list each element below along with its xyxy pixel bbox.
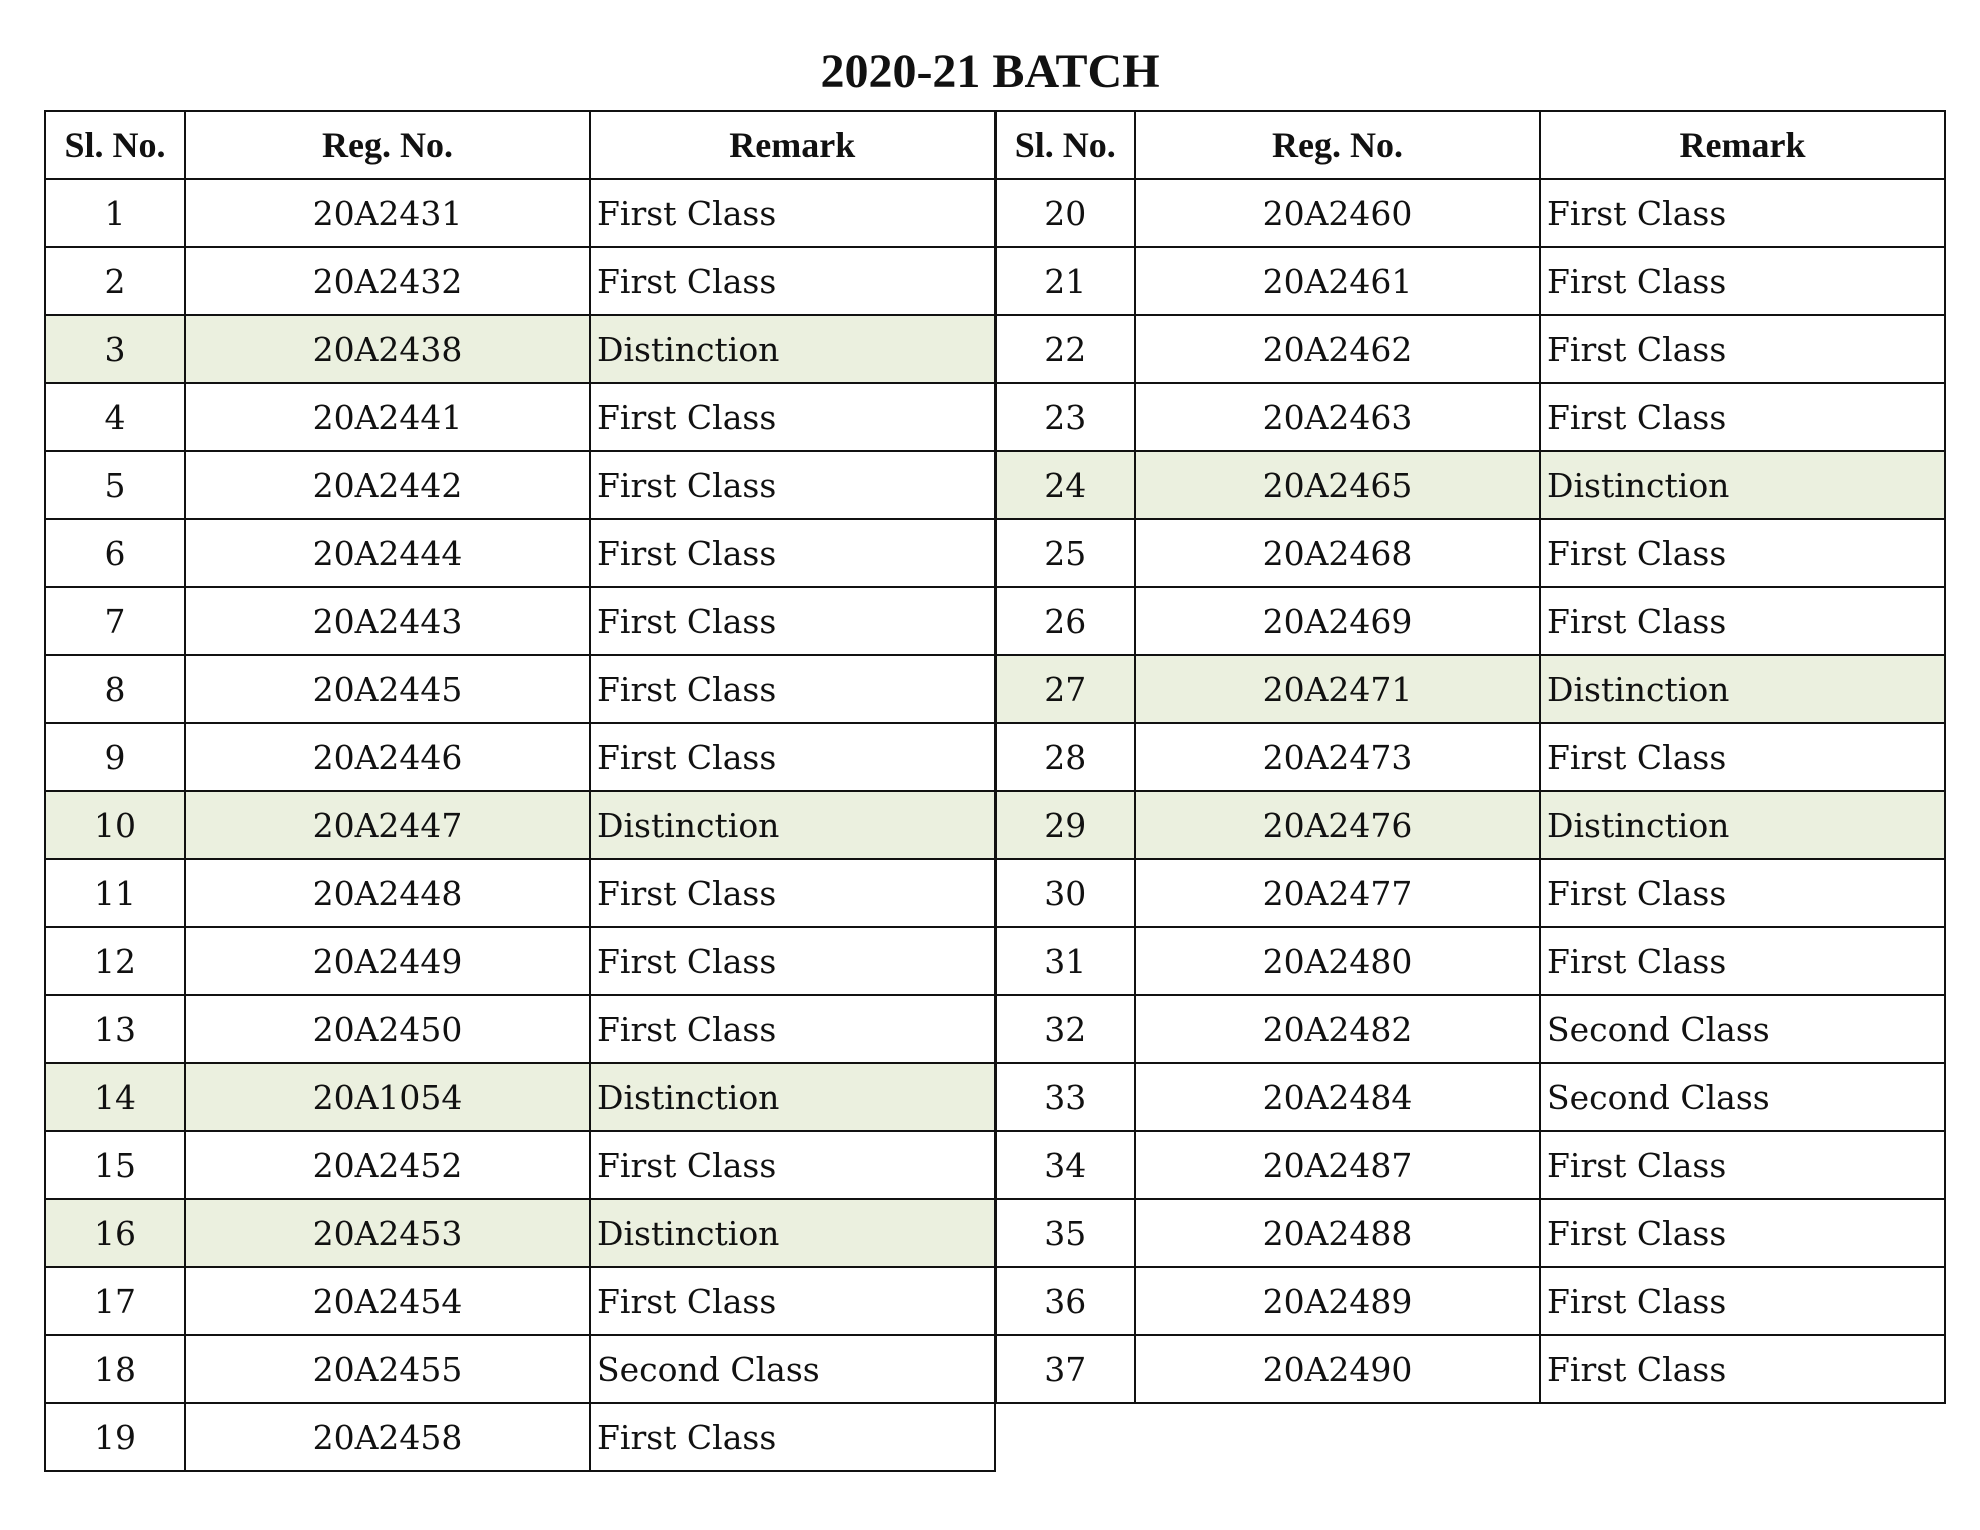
- reg-no-cell: 20A2490: [1135, 1335, 1540, 1403]
- table-row: [45, 315, 1945, 383]
- reg-no-cell: 20A2449: [185, 927, 590, 995]
- table-row: [45, 519, 1945, 587]
- reg-no-cell: 20A2454: [185, 1267, 590, 1335]
- reg-no-cell: 20A2447: [185, 791, 590, 859]
- reg-no-cell: 20A2441: [185, 383, 590, 451]
- header-reg-no: Reg. No.: [1135, 111, 1540, 179]
- reg-no-cell: 20A2477: [1135, 859, 1540, 927]
- sl-no-cell: 31: [995, 927, 1135, 995]
- remark-cell: Distinction: [1540, 791, 1945, 859]
- table-row: [45, 1131, 1945, 1199]
- remark-cell: First Class: [590, 1267, 995, 1335]
- remark-cell: First Class: [590, 927, 995, 995]
- sl-no-cell: 22: [995, 315, 1135, 383]
- reg-no-cell: 20A2432: [185, 247, 590, 315]
- table-row: [45, 451, 1945, 519]
- sl-no-cell: 29: [995, 791, 1135, 859]
- table-row: [45, 859, 1945, 927]
- sl-no-cell: 13: [45, 995, 185, 1063]
- remark-cell: First Class: [1540, 1131, 1945, 1199]
- remark-cell: Distinction: [1540, 451, 1945, 519]
- table-row: [45, 927, 1945, 995]
- remark-cell: Distinction: [1540, 655, 1945, 723]
- sl-no-cell: 4: [45, 383, 185, 451]
- sl-no-cell: 12: [45, 927, 185, 995]
- results-table: [44, 110, 1946, 1472]
- sl-no-cell: 27: [995, 655, 1135, 723]
- reg-no-cell: 20A2431: [185, 179, 590, 247]
- sl-no-cell: 14: [45, 1063, 185, 1131]
- sl-no-cell: 34: [995, 1131, 1135, 1199]
- remark-cell: Second Class: [1540, 995, 1945, 1063]
- reg-no-cell: 20A2446: [185, 723, 590, 791]
- remark-cell: First Class: [1540, 519, 1945, 587]
- header-sl-no: Sl. No.: [995, 111, 1135, 179]
- reg-no-cell: 20A2469: [1135, 587, 1540, 655]
- reg-no-cell: 20A2471: [1135, 655, 1540, 723]
- sl-no-cell: 33: [995, 1063, 1135, 1131]
- reg-no-cell: 20A2487: [1135, 1131, 1540, 1199]
- reg-no-cell: 20A2452: [185, 1131, 590, 1199]
- reg-no-cell: 20A2444: [185, 519, 590, 587]
- sl-no-cell: 3: [45, 315, 185, 383]
- table-row: [45, 1403, 1945, 1471]
- remark-cell: First Class: [590, 519, 995, 587]
- sl-no-cell: 30: [995, 859, 1135, 927]
- remark-cell: First Class: [590, 1403, 995, 1471]
- reg-no-cell: 20A2455: [185, 1335, 590, 1403]
- sl-no-cell: 16: [45, 1199, 185, 1267]
- header-remark: Remark: [1540, 111, 1945, 179]
- header-sl-no: Sl. No.: [45, 111, 185, 179]
- remark-cell: Distinction: [590, 315, 995, 383]
- reg-no-cell: 20A2438: [185, 315, 590, 383]
- reg-no-cell: 20A2488: [1135, 1199, 1540, 1267]
- table-row: [45, 791, 1945, 859]
- sl-no-cell: 17: [45, 1267, 185, 1335]
- remark-cell: Second Class: [590, 1335, 995, 1403]
- sl-no-cell: 5: [45, 451, 185, 519]
- sl-no-cell: 37: [995, 1335, 1135, 1403]
- reg-no-cell: 20A2482: [1135, 995, 1540, 1063]
- remark-cell: First Class: [590, 451, 995, 519]
- remark-cell: First Class: [590, 655, 995, 723]
- sl-no-cell: 7: [45, 587, 185, 655]
- table-header-row: [45, 111, 1945, 179]
- reg-no-cell: 20A2445: [185, 655, 590, 723]
- header-remark: Remark: [590, 111, 995, 179]
- empty-cell: [995, 1403, 1135, 1471]
- table-row: [45, 723, 1945, 791]
- reg-no-cell: 20A2465: [1135, 451, 1540, 519]
- table-row: [45, 1335, 1945, 1403]
- remark-cell: Distinction: [590, 1063, 995, 1131]
- sl-no-cell: 6: [45, 519, 185, 587]
- remark-cell: Distinction: [590, 791, 995, 859]
- sl-no-cell: 10: [45, 791, 185, 859]
- remark-cell: First Class: [590, 247, 995, 315]
- sl-no-cell: 11: [45, 859, 185, 927]
- reg-no-cell: 20A2461: [1135, 247, 1540, 315]
- reg-no-cell: 20A2450: [185, 995, 590, 1063]
- remark-cell: Second Class: [1540, 1063, 1945, 1131]
- sl-no-cell: 21: [995, 247, 1135, 315]
- reg-no-cell: 20A2460: [1135, 179, 1540, 247]
- reg-no-cell: 20A2463: [1135, 383, 1540, 451]
- sl-no-cell: 15: [45, 1131, 185, 1199]
- remark-cell: First Class: [1540, 927, 1945, 995]
- table-row: [45, 247, 1945, 315]
- remark-cell: First Class: [590, 995, 995, 1063]
- empty-cell: [1135, 1403, 1540, 1471]
- remark-cell: First Class: [1540, 383, 1945, 451]
- sl-no-cell: 28: [995, 723, 1135, 791]
- remark-cell: First Class: [590, 723, 995, 791]
- sl-no-cell: 2: [45, 247, 185, 315]
- reg-no-cell: 20A2442: [185, 451, 590, 519]
- reg-no-cell: 20A2468: [1135, 519, 1540, 587]
- sl-no-cell: 19: [45, 1403, 185, 1471]
- table-row: [45, 1267, 1945, 1335]
- sl-no-cell: 26: [995, 587, 1135, 655]
- sl-no-cell: 23: [995, 383, 1135, 451]
- reg-no-cell: 20A2443: [185, 587, 590, 655]
- reg-no-cell: 20A1054: [185, 1063, 590, 1131]
- remark-cell: First Class: [590, 859, 995, 927]
- sl-no-cell: 1: [45, 179, 185, 247]
- remark-cell: First Class: [1540, 1335, 1945, 1403]
- reg-no-cell: 20A2480: [1135, 927, 1540, 995]
- table-row: [45, 1199, 1945, 1267]
- table-body: [45, 179, 1945, 1471]
- remark-cell: First Class: [1540, 859, 1945, 927]
- remark-cell: First Class: [590, 587, 995, 655]
- remark-cell: First Class: [590, 1131, 995, 1199]
- reg-no-cell: 20A2453: [185, 1199, 590, 1267]
- remark-cell: First Class: [590, 179, 995, 247]
- table-row: [45, 179, 1945, 247]
- remark-cell: First Class: [1540, 179, 1945, 247]
- table-row: [45, 383, 1945, 451]
- sl-no-cell: 8: [45, 655, 185, 723]
- empty-cell: [1540, 1403, 1945, 1471]
- remark-cell: First Class: [590, 383, 995, 451]
- table-row: [45, 587, 1945, 655]
- sl-no-cell: 25: [995, 519, 1135, 587]
- table-row: [45, 995, 1945, 1063]
- remark-cell: First Class: [1540, 723, 1945, 791]
- remark-cell: First Class: [1540, 315, 1945, 383]
- reg-no-cell: 20A2489: [1135, 1267, 1540, 1335]
- reg-no-cell: 20A2462: [1135, 315, 1540, 383]
- reg-no-cell: 20A2473: [1135, 723, 1540, 791]
- sl-no-cell: 20: [995, 179, 1135, 247]
- table-row: [45, 655, 1945, 723]
- remark-cell: Distinction: [590, 1199, 995, 1267]
- remark-cell: First Class: [1540, 587, 1945, 655]
- sl-no-cell: 36: [995, 1267, 1135, 1335]
- reg-no-cell: 20A2458: [185, 1403, 590, 1471]
- sl-no-cell: 35: [995, 1199, 1135, 1267]
- header-reg-no: Reg. No.: [185, 111, 590, 179]
- reg-no-cell: 20A2448: [185, 859, 590, 927]
- remark-cell: First Class: [1540, 1199, 1945, 1267]
- remark-cell: First Class: [1540, 1267, 1945, 1335]
- reg-no-cell: 20A2476: [1135, 791, 1540, 859]
- sl-no-cell: 9: [45, 723, 185, 791]
- sl-no-cell: 18: [45, 1335, 185, 1403]
- page-title: 2020-21 BATCH: [820, 45, 1160, 98]
- table-row: [45, 1063, 1945, 1131]
- remark-cell: First Class: [1540, 247, 1945, 315]
- sl-no-cell: 32: [995, 995, 1135, 1063]
- sl-no-cell: 24: [995, 451, 1135, 519]
- reg-no-cell: 20A2484: [1135, 1063, 1540, 1131]
